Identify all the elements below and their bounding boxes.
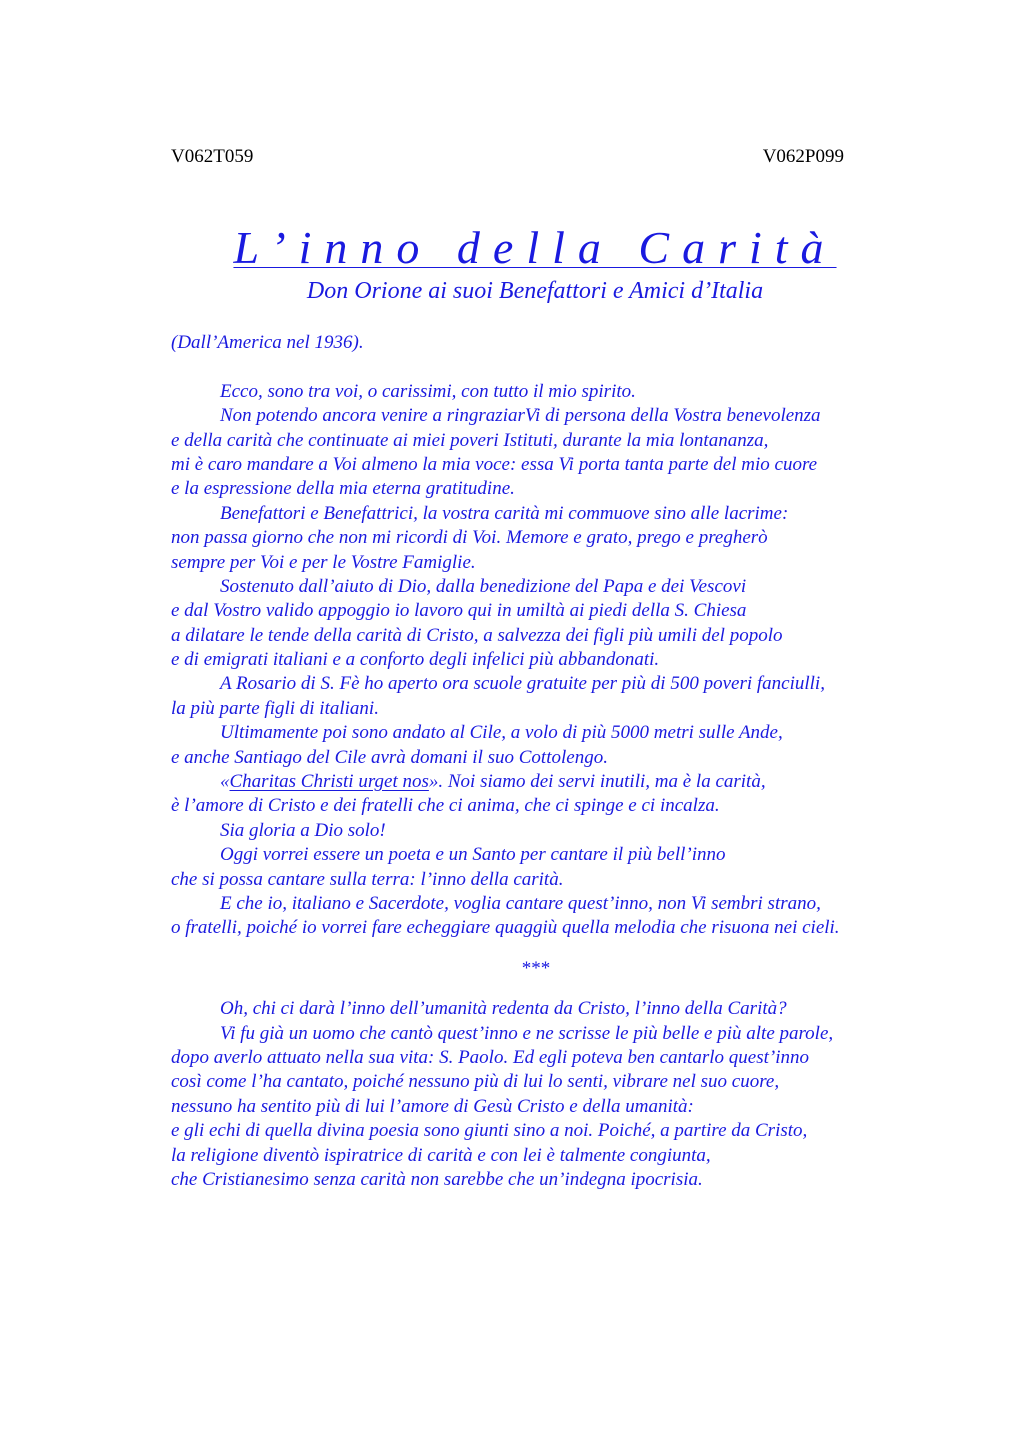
text-line: Benefattori e Benefattrici, la vostra carità mi commuove sino alle lacrime: bbox=[220, 502, 789, 524]
header-right-code: V062P099 bbox=[762, 146, 844, 167]
text-line: sempre per Voi e per le Vostre Famiglie. bbox=[171, 551, 476, 573]
text-line: non passa giorno che non mi ricordi di Voi. Memore e grato, prego e pregherò bbox=[171, 527, 768, 549]
text-line: E che io, italiano e Sacerdote, voglia cantare quest’inno, non Vi sembri strano, bbox=[220, 892, 821, 914]
text-line: e anche Santiago del Cile avrà domani il suo Cottolengo. bbox=[171, 746, 608, 768]
text-line: mi è caro mandare a Voi almeno la mia voce: essa Vi porta tanta parte del mio cuore bbox=[171, 453, 818, 475]
document-title: L’inno della Carità bbox=[233, 222, 837, 273]
charitas-open-quote: « bbox=[220, 771, 230, 793]
blank-line bbox=[171, 355, 951, 379]
dateline: (Dall’America nel 1936). bbox=[171, 332, 364, 353]
text-line: Ecco, sono tra voi, o carissimi, con tutto il mio spirito. bbox=[220, 380, 636, 402]
text-line: Ultimamente poi sono andato al Cile, a volo di più 5000 metri sulle Ande, bbox=[220, 722, 783, 744]
text-line: nessuno ha sentito più di lui l’amore di Gesù Cristo e della umanità: bbox=[171, 1095, 694, 1117]
text-line: è l’amore di Cristo e dei fratelli che ci anima, che ci spinge e ci incalza. bbox=[171, 795, 720, 817]
blank-gap bbox=[171, 941, 951, 957]
text-line: Vi fu già un uomo che cantò quest’inno e ne scrisse le più belle e più alte parole, bbox=[220, 1022, 834, 1044]
text-line: la più parte figli di italiani. bbox=[171, 697, 379, 719]
section-2 bbox=[171, 794, 951, 940]
header-left-code: V062T059 bbox=[171, 146, 254, 167]
text-line: e gli echi di quella divina poesia sono giunti sino a noi. Poiché, a partire da Cristo, bbox=[171, 1120, 808, 1142]
text-line: Non potendo ancora venire a ringraziarVi di persona della Vostra benevolenza bbox=[220, 405, 821, 427]
blank-gap bbox=[171, 981, 951, 997]
text-line: Sostenuto dall’aiuto di Dio, dalla benedizione del Papa e dei Vescovi bbox=[220, 575, 747, 597]
text-line: così come l’ha cantato, poiché nessuno più di lui lo senti, vibrare nel suo cuore, bbox=[171, 1071, 780, 1093]
text-line: e dal Vostro valido appoggio io lavoro qui in umiltà ai piedi della S. Chiesa bbox=[171, 600, 747, 622]
text-line: dopo averlo attuato nella sua vita: S. Paolo. Ed egli poteva ben cantarlo quest’inno bbox=[171, 1046, 809, 1068]
text-line: Sia gloria a Dio solo! bbox=[220, 819, 386, 841]
text-line: Oh, chi ci darà l’inno dell’umanità redenta da Cristo, l’inno della Carità? bbox=[220, 998, 787, 1020]
text-line: o fratelli, poiché io vorrei fare echeggiare quaggiù quella melodia che risuona nei cieli. bbox=[171, 917, 840, 939]
text-line: e la espressione della mia eterna gratitudine. bbox=[171, 478, 515, 500]
text-line: a dilatare le tende della carità di Cristo, a salvezza dei figli più umili del popolo bbox=[171, 624, 783, 646]
charitas-rest: ». Noi siamo dei servi inutili, ma è la carità, bbox=[428, 771, 766, 793]
text-line: A Rosario di S. Fè ho aperto ora scuole gratuite per più di 500 poveri fanciulli, bbox=[220, 673, 825, 695]
section-3 bbox=[171, 997, 951, 1192]
text-line: che si possa cantare sulla terra: l’inno della carità. bbox=[171, 868, 564, 890]
text-line: Oggi vorrei essere un poeta e un Santo per cantare il più bell’inno bbox=[220, 844, 726, 866]
text-line: la religione diventò ispiratrice di carità e con lei è talmente congiunta, bbox=[171, 1144, 711, 1166]
document-subtitle: Don Orione ai suoi Benefattori e Amici d’Italia bbox=[306, 278, 764, 304]
document-body bbox=[171, 331, 951, 1192]
charitas-underlined-phrase: Charitas Christi urget nos bbox=[229, 771, 429, 793]
text-line: e della carità che continuate ai miei poveri Istituti, durante la mia lontananza, bbox=[171, 429, 769, 451]
text-line: e di emigrati italiani e a conforto degli infelici più abbandonati. bbox=[171, 649, 660, 671]
section-1 bbox=[171, 380, 951, 770]
charitas-line bbox=[171, 770, 951, 794]
section-separator: *** bbox=[521, 957, 551, 979]
text-line: che Cristianesimo senza carità non sarebbe che un’indegna ipocrisia. bbox=[171, 1168, 703, 1190]
